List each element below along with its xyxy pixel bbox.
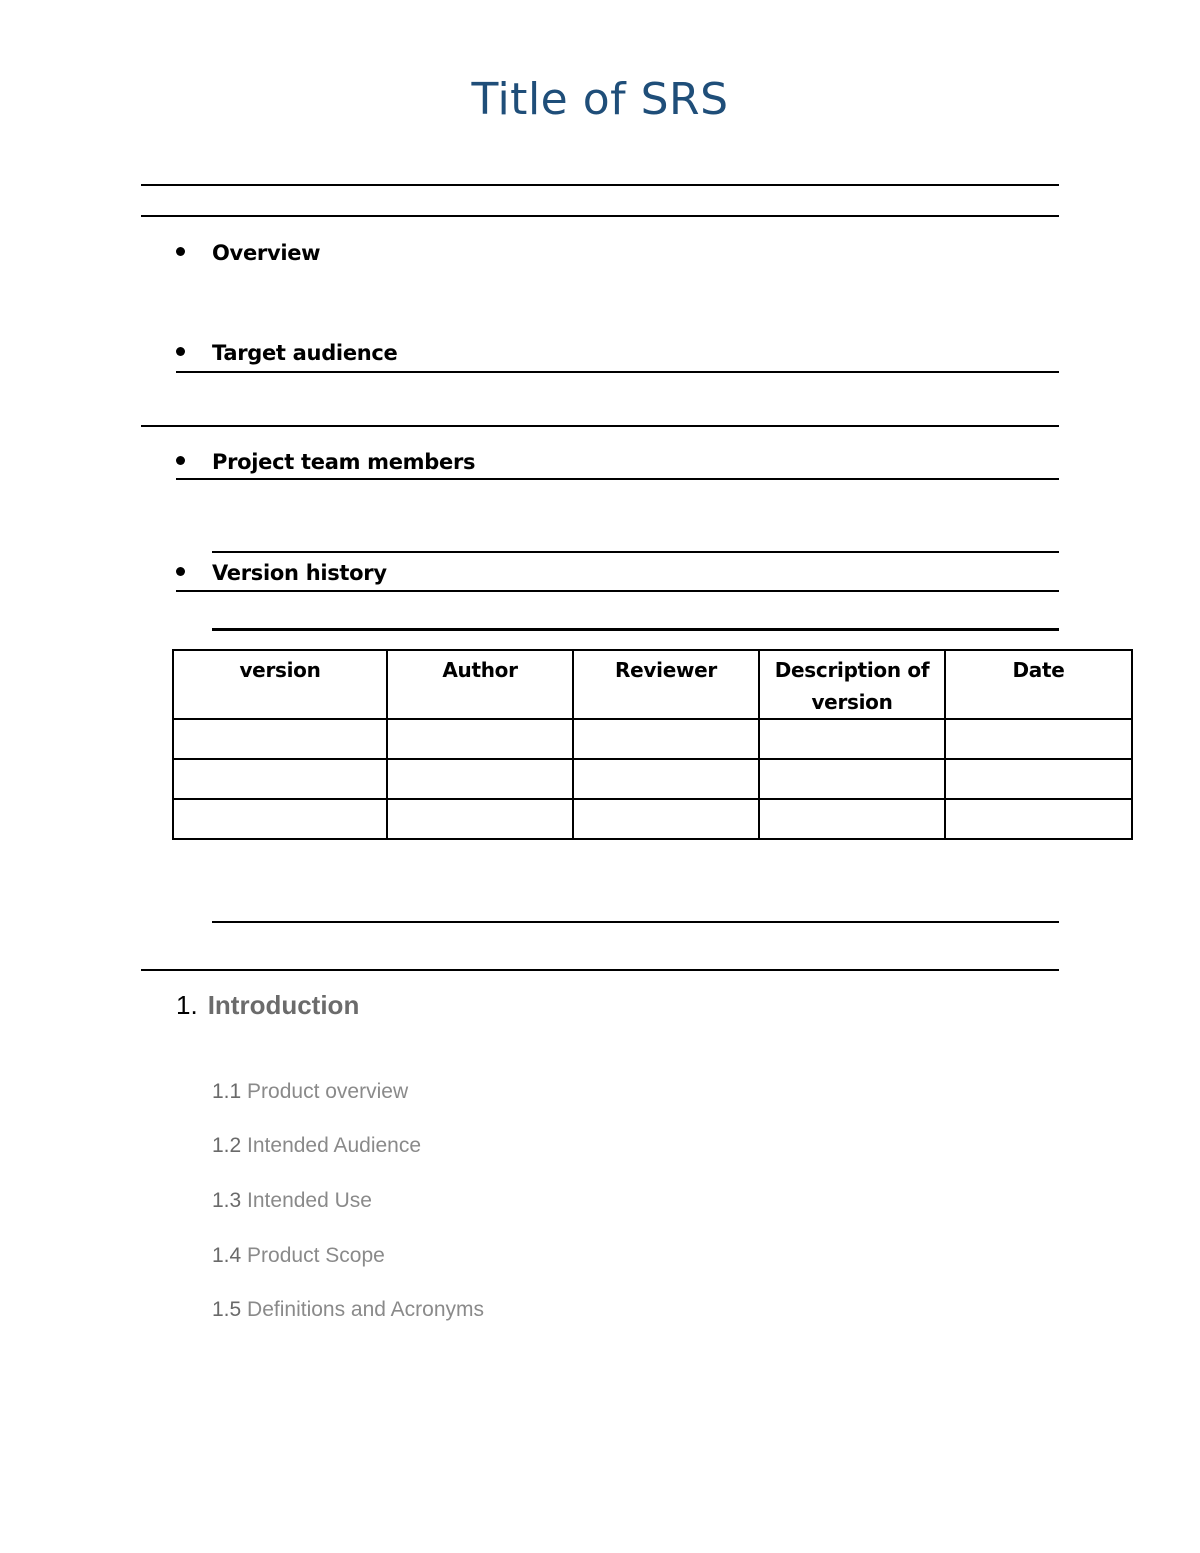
table-cell[interactable]	[387, 799, 573, 839]
subsection-label: Intended Use	[247, 1189, 372, 1212]
table-cell[interactable]	[945, 719, 1132, 759]
section-title: Introduction	[207, 990, 360, 1020]
table-cell[interactable]	[387, 719, 573, 759]
table-cell[interactable]	[387, 759, 573, 799]
subsection-definitions-acronyms	[212, 1298, 484, 1322]
bullet-icon	[176, 247, 185, 256]
subsection-number: 1.3	[212, 1189, 242, 1212]
subsection-product-scope	[212, 1244, 385, 1268]
divider-line	[141, 215, 1059, 217]
bullet-label: Target audience	[212, 341, 398, 365]
bullet-icon	[176, 347, 185, 356]
subsection-product-overview	[212, 1080, 408, 1104]
bullet-label: Project team members	[212, 450, 476, 474]
subsection-intended-use	[212, 1189, 372, 1213]
subsection-label: Intended Audience	[247, 1134, 422, 1157]
table-cell[interactable]	[573, 759, 759, 799]
bullet-icon	[176, 456, 185, 465]
subsection-number: 1.2	[212, 1134, 242, 1157]
underline-line	[176, 590, 1059, 592]
table-cell[interactable]	[573, 799, 759, 839]
version-history-table	[172, 649, 1133, 840]
table-header-row	[173, 650, 1132, 719]
table-row	[173, 799, 1132, 839]
table-cell[interactable]	[759, 719, 945, 759]
table-cell[interactable]	[173, 759, 387, 799]
subsection-intended-audience	[212, 1134, 421, 1158]
section-number: 1.	[176, 990, 198, 1020]
underline-line	[176, 478, 1059, 480]
bullet-project-team-members	[176, 447, 475, 477]
underline-line	[212, 628, 1059, 631]
column-header-version: version	[173, 650, 387, 719]
underline-line	[212, 551, 1059, 553]
bullet-overview	[176, 238, 320, 268]
column-header-reviewer: Reviewer	[573, 650, 759, 719]
table-cell[interactable]	[759, 799, 945, 839]
table-cell[interactable]	[173, 799, 387, 839]
divider-line	[141, 969, 1059, 971]
table-cell[interactable]	[573, 719, 759, 759]
bullet-version-history	[176, 558, 387, 588]
subsection-label: Product Scope	[247, 1244, 385, 1267]
document-title: Title of SRS	[471, 74, 729, 125]
divider-line	[141, 184, 1059, 186]
underline-line	[176, 371, 1059, 373]
table-row	[173, 719, 1132, 759]
column-header-date: Date	[945, 650, 1132, 719]
bullet-icon	[176, 567, 185, 576]
subsection-label: Product overview	[247, 1080, 409, 1103]
table-cell[interactable]	[759, 759, 945, 799]
bullet-target-audience	[176, 338, 398, 368]
table-row	[173, 759, 1132, 799]
column-header-description: Description of version	[759, 650, 945, 719]
subsection-number: 1.1	[212, 1080, 242, 1103]
underline-line	[212, 921, 1059, 923]
section-heading-introduction	[176, 990, 359, 1021]
bullet-label: Overview	[212, 241, 321, 265]
subsection-label: Definitions and Acronyms	[247, 1298, 484, 1321]
table-cell[interactable]	[945, 759, 1132, 799]
table-cell[interactable]	[173, 719, 387, 759]
table-cell[interactable]	[945, 799, 1132, 839]
divider-line	[141, 425, 1059, 427]
subsection-number: 1.5	[212, 1298, 242, 1321]
bullet-label: Version history	[212, 561, 387, 585]
column-header-author: Author	[387, 650, 573, 719]
subsection-number: 1.4	[212, 1244, 242, 1267]
